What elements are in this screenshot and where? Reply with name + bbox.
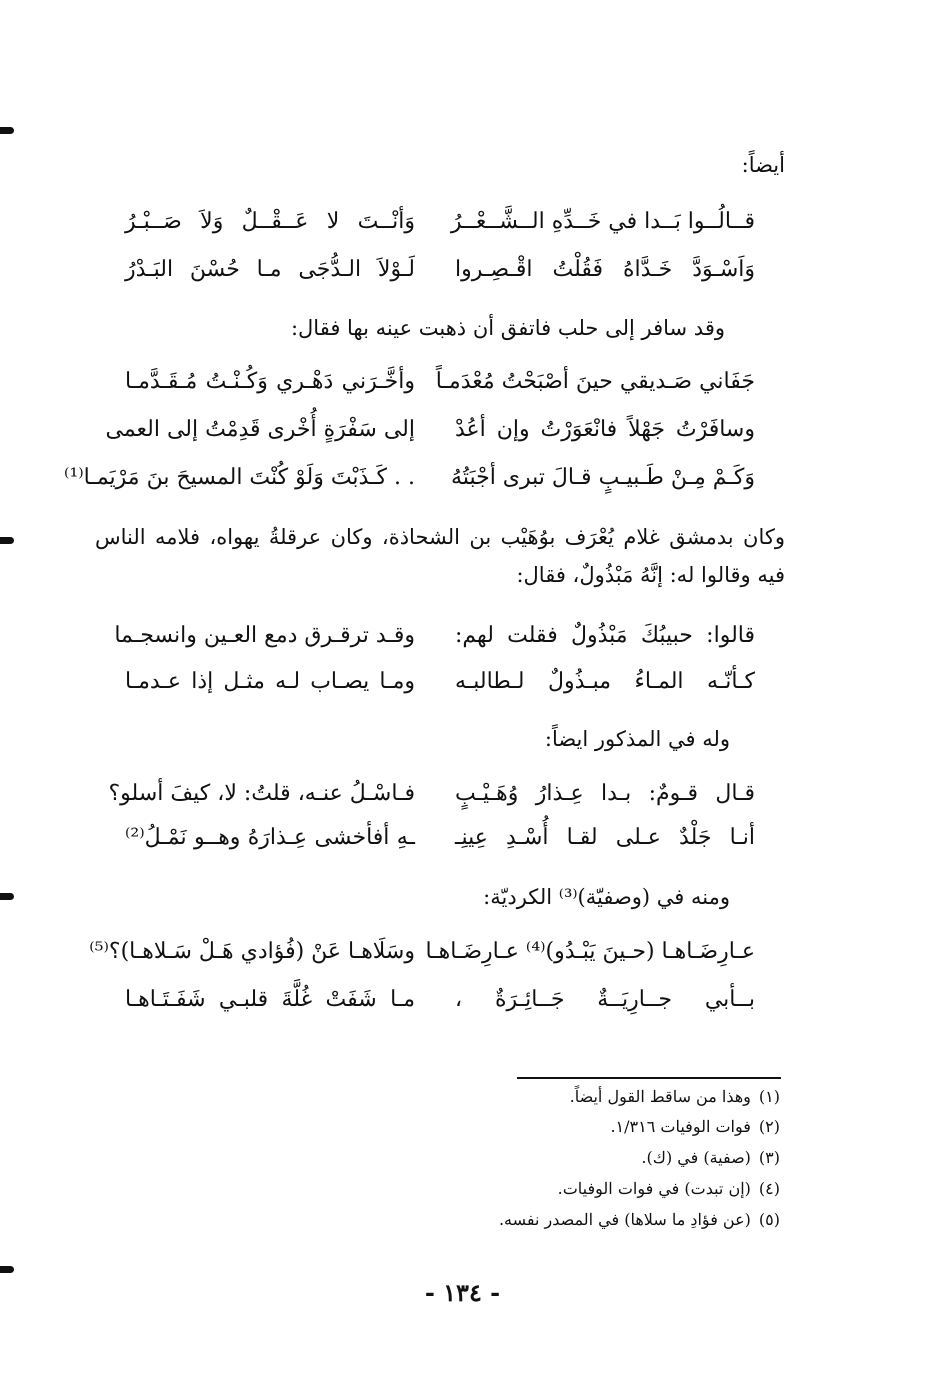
verse-line <box>89 932 755 972</box>
verse-second-hemistich: وَأنْــتَ لا عَــقْــلٌ وَلاَ صَــبْـرُ <box>125 209 415 234</box>
verse-second-hemistich: فـاسْـلُ عنـه، قلتُ: لا، كيفَ أسلو؟ <box>108 781 415 806</box>
verse-first-hemistich: وَكَـمْ مِـنْ طَـبيـبٍ قـالَ تبرى أجْبَتُهُ <box>451 465 755 490</box>
verse-first-hemistich: أنـا جَلْدٌ عـلى لقـا أُسْـدِ عِينِـ <box>455 825 755 850</box>
verse-second-hemistich: ـهِ أفأخشى عِـذارَهُ وهــو نَمْـلُ⁽²⁾ <box>125 825 415 850</box>
footnote-text: (عن فؤادِ ما سلاها) في المصدر نفسه. <box>498 1210 751 1229</box>
verse-second-hemistich: لَـوْلاَ الـدُّجَى مـا حُسْنَ البَـدْرُ <box>125 257 415 282</box>
verse-line <box>108 774 755 814</box>
verse-second-hemistich: . . كَـذَبْتَ وَلَوْ كُنْتَ المسيحَ بنَ مَرْيَمـا⁽¹⁾ <box>64 465 415 490</box>
footnote <box>380 1205 780 1235</box>
verse-first-hemistich: بــأبي جــارِيَــةٌ جَــائِـرَةٌ ، <box>455 987 755 1012</box>
footnote <box>380 1174 780 1204</box>
footnote <box>380 1082 780 1112</box>
footnote-text: وهذا من ساقط القول أيضاً. <box>569 1087 751 1106</box>
verse-second-hemistich: وقـد ترقـرق دمع العـين وانسجـما <box>114 623 415 648</box>
verse-first-hemistich: كـأنّـه المـاءُ مبـذُولٌ لـطالبـه <box>455 669 755 694</box>
footnote-text: (صفية) في (ك). <box>641 1148 751 1167</box>
verse-second-hemistich: ومـا يصـاب لـه مثـل إذا عـدمـا <box>125 669 415 694</box>
verse-first-hemistich: قالوا: حبيبُكَ مَبْذُولٌ فقلت لهم: <box>455 623 755 648</box>
intro-heading: أيضاً: <box>741 153 785 177</box>
verse-second-hemistich: مـا شَفَتْ غُلَّةَ قلبـي شَفَـتَـاهـا <box>125 987 415 1012</box>
verse-line <box>105 410 755 450</box>
prose-paragraph: ومنه في (وصفيّة)⁽³⁾ الكرديّة: <box>483 885 730 909</box>
verse-first-hemistich: جَفَاني صَـديقي حينَ أصْبَحْتُ مُعْدَمـاً <box>435 369 755 394</box>
verse-first-hemistich: قــالُــوا بَــدا في خَــدِّهِ الــشَّــعْــرُ <box>450 209 755 234</box>
verse-line <box>125 202 755 242</box>
verse-line <box>64 458 755 498</box>
footnote-number: (٤) <box>758 1179 780 1198</box>
verse-second-hemistich: إلى سَفْرَةٍ أُخْرى قَدِمْتُ إلى العمى <box>105 417 415 442</box>
verse-line <box>125 818 755 858</box>
verse-first-hemistich: وَاَسْـوَدَّ خَـدَّاهُ فَقُلْتُ اقْـصِـروا <box>455 257 755 282</box>
scan-edge-mark <box>0 127 14 134</box>
footnote-number: (١) <box>758 1087 780 1106</box>
verse-line <box>114 616 755 656</box>
scan-edge-mark <box>0 1266 14 1273</box>
verse-first-hemistich: قـال قـومٌ: بـدا عِـذارُ وُهَـيْـبٍ <box>455 781 755 806</box>
verse-second-hemistich: وأخَّـرَني دَهْـري وَكُـنْـتُ مُـقَـدَّمـا <box>125 369 415 394</box>
verse-first-hemistich: عـارِضَـاهـا (حـينَ يَبْـدُو)⁽⁴⁾ عـارِضَـاهـا <box>425 939 755 964</box>
footnote-divider <box>517 1077 781 1079</box>
verse-second-hemistich: وسَلَاهـا عَنْ (فُؤادي هَـلْ سَـلاهـا)؟⁽⁵⁾ <box>89 939 415 964</box>
footnote-text: (إن تبدت) في فوات الوفيات. <box>557 1179 751 1198</box>
verse-line <box>125 980 755 1020</box>
footnote <box>380 1112 780 1142</box>
scan-edge-mark <box>0 537 14 544</box>
page-number: - ١٣٤ - <box>424 1278 501 1307</box>
verse-line <box>125 250 755 290</box>
verse-line <box>125 362 755 402</box>
footnote-number: (٣) <box>758 1148 780 1167</box>
footnote <box>380 1143 780 1173</box>
prose-paragraph: وقد سافر إلى حلب فاتفق أن ذهبت عينه بها فقال: <box>290 316 725 340</box>
prose-paragraph: وكان بدمشق غلام يُعْرَف بوُهَيْب بن الشحاذة، وكان عرقلةُ يهواه، فلامه الناس فيه وقالوا له: إنَّهُ مَبْذُولٌ، فقال: <box>95 525 785 587</box>
footnote-number: (٥) <box>758 1210 780 1229</box>
footnote-text: فوات الوفيات ١/٣١٦. <box>610 1117 751 1136</box>
prose-paragraph: وله في المذكور ايضاً: <box>544 727 730 751</box>
footnote-number: (٢) <box>758 1117 780 1136</box>
verse-first-hemistich: وسافَرْتُ جَهْلاً فانْعَوَرْتُ وإن أعُدْ <box>455 417 755 442</box>
scan-edge-mark <box>0 893 14 900</box>
verse-line <box>125 662 755 702</box>
